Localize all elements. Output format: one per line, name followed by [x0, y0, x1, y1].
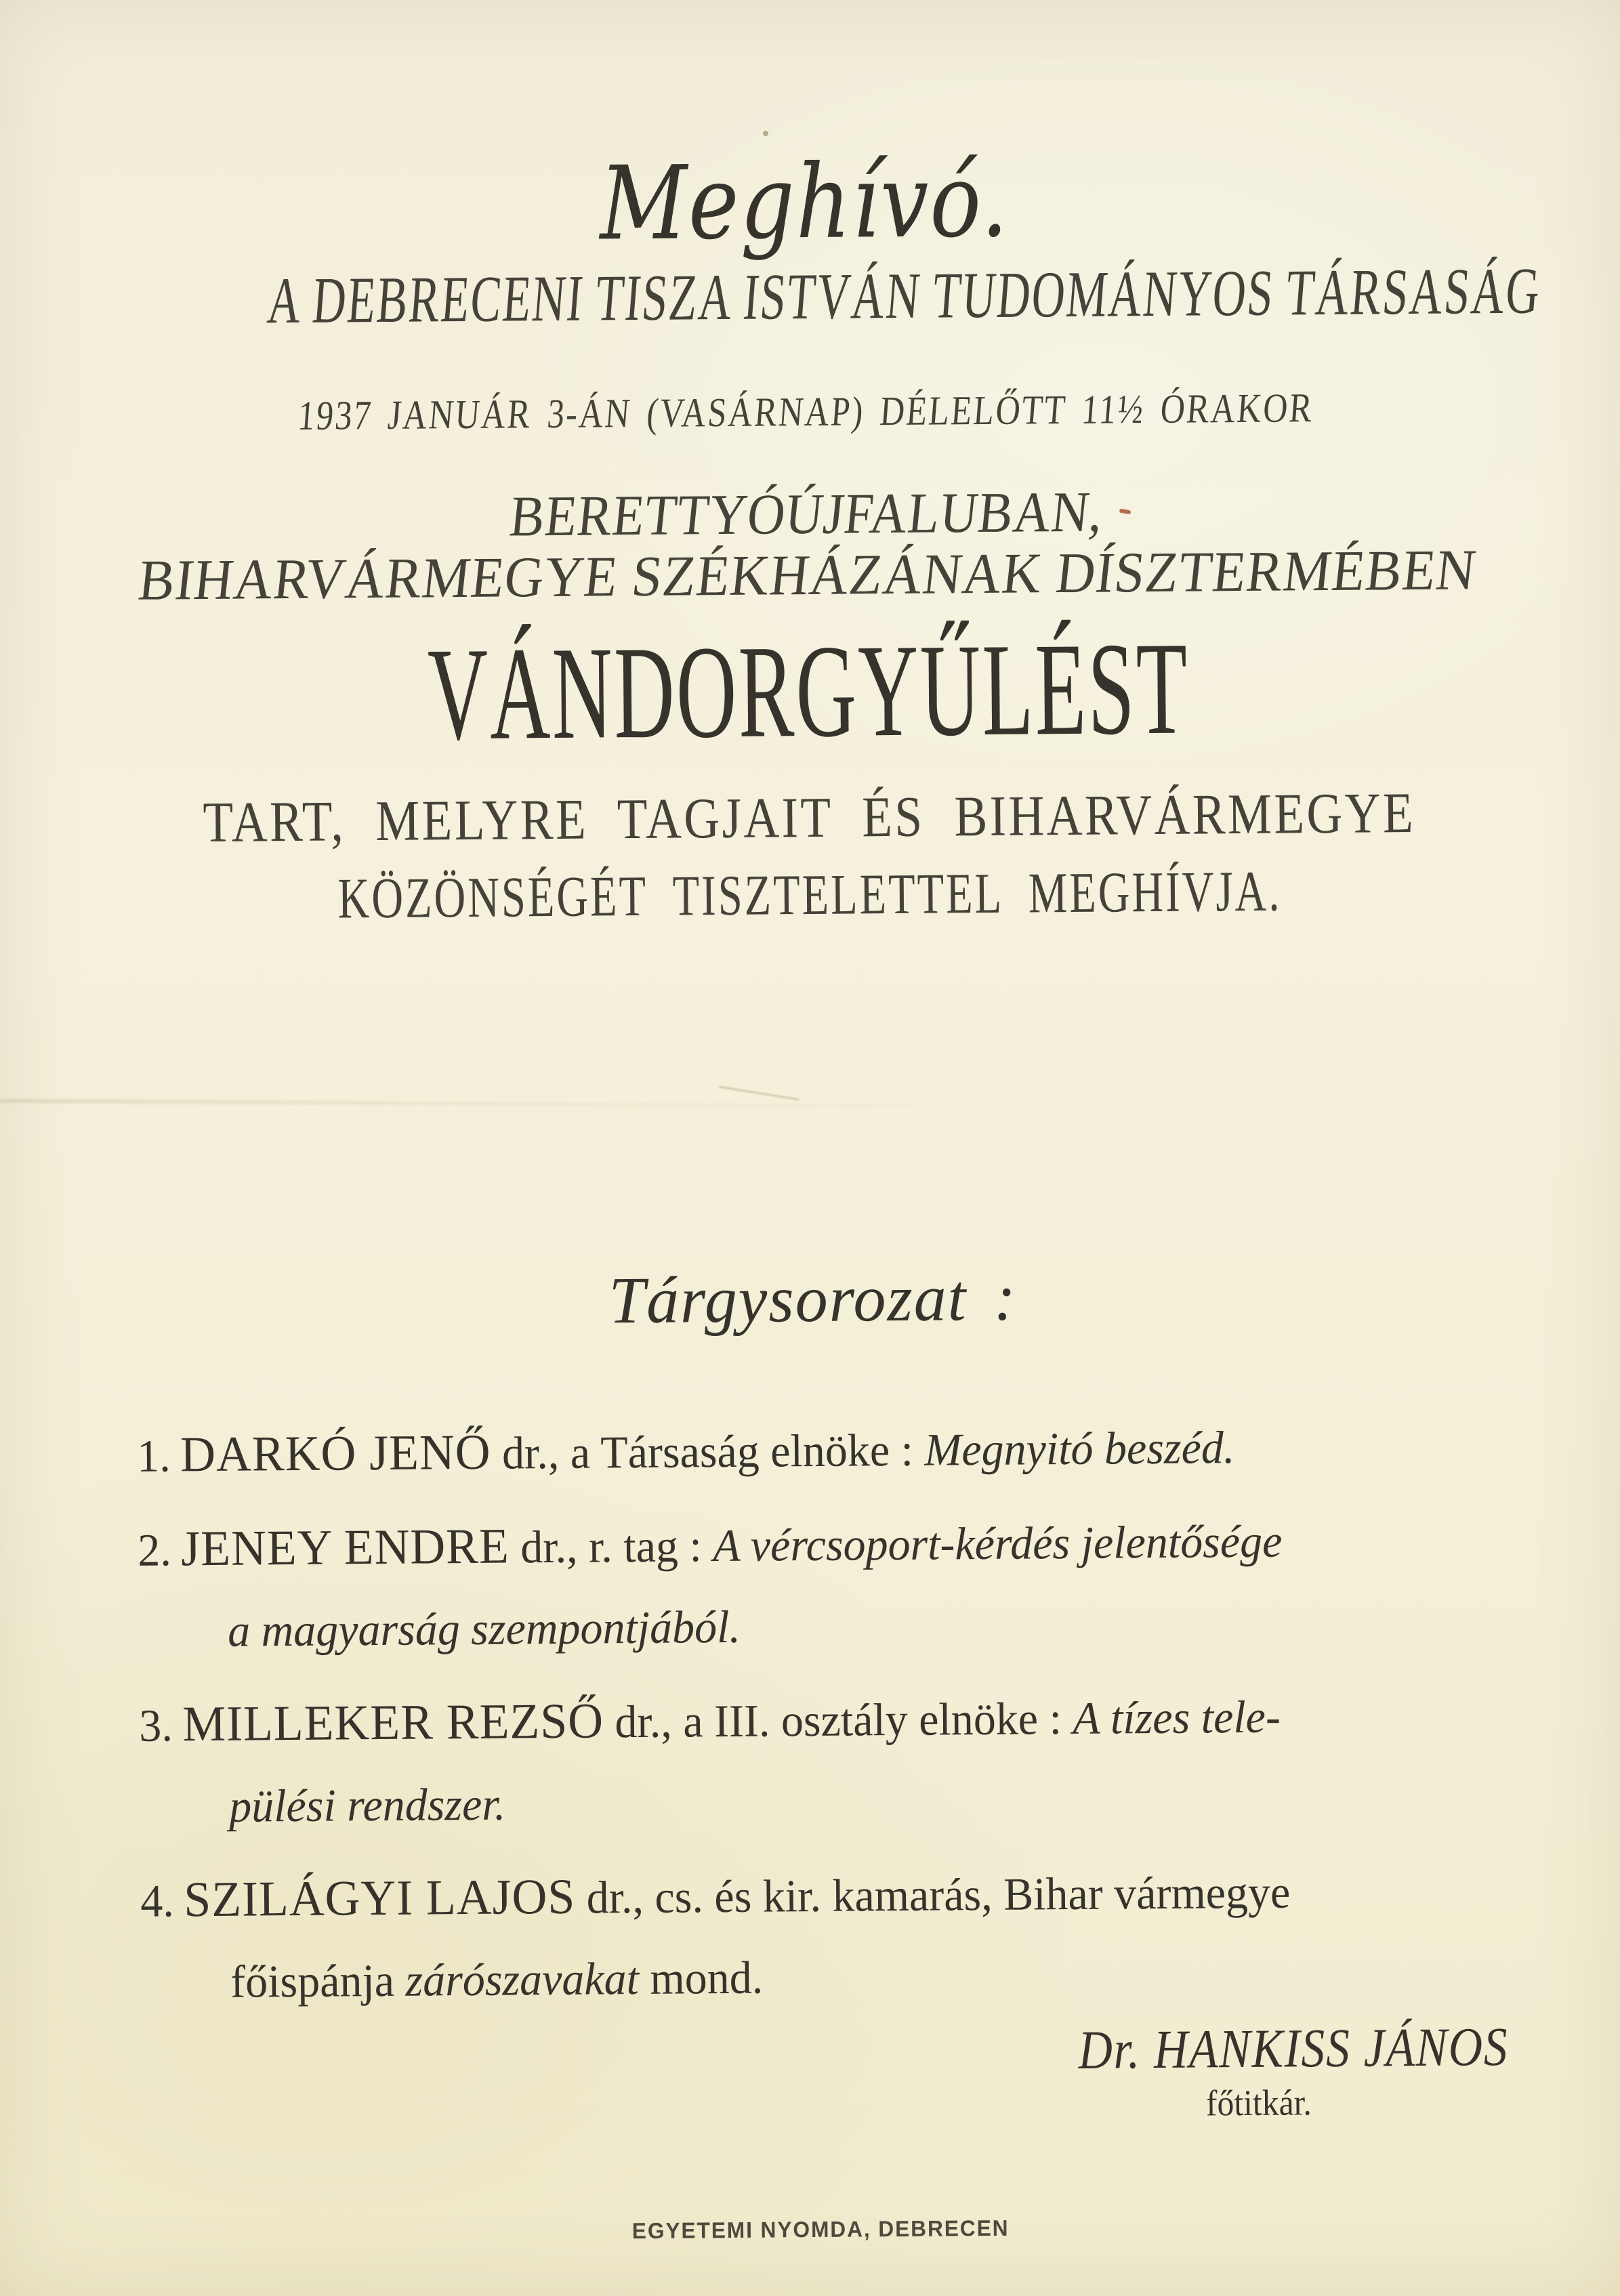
- paper-speck: [763, 131, 768, 136]
- signatory-name: Dr. HANKISS JÁNOS: [1077, 2016, 1509, 2081]
- agenda-item-number: 4.: [140, 1875, 175, 1927]
- agenda-item-first-line: [139, 1673, 1533, 1766]
- signature-block: [1008, 2015, 1509, 2127]
- page-title: [0, 138, 1615, 268]
- datetime-text: 1937 JANUÁR 3-ÁN (VASÁRNAP) DÉLELŐTT 11½ ÓRAKOR: [296, 385, 1316, 439]
- organization-text: A DEBRECENI TISZA ISTVÁN TUDOMÁNYOS TÁRSASÁG: [265, 254, 1544, 337]
- invitation-text-1: TART, MELYRE TAGJAIT ÉS BIHARVÁRMEGYE: [203, 780, 1416, 855]
- agenda-heading-text: Tárgysorozat :: [608, 1261, 1018, 1338]
- agenda-text-segment-it: A vércsoport-kérdés jelentősége: [712, 1515, 1283, 1572]
- event-title: [0, 609, 1619, 774]
- agenda-text-segment-caps: DARKÓ JENŐ: [180, 1424, 491, 1483]
- invitation-text-2: KÖZÖNSÉGÉT TISZTELETTEL MEGHÍVJA.: [337, 859, 1282, 931]
- agenda-item: [139, 1673, 1577, 1848]
- printer-imprint-text: EGYETEMI NYOMDA, DEBRECEN: [631, 2215, 1010, 2244]
- organization-line: [0, 253, 1615, 341]
- agenda-text-segment-caps: JENEY ENDRE: [180, 1518, 510, 1577]
- agenda-item-number: 1.: [136, 1429, 171, 1482]
- event-title-text: VÁNDORGYŰLÉST: [427, 614, 1190, 768]
- agenda-text-segment-it: Megnyitó beszéd.: [924, 1421, 1235, 1476]
- agenda-item-continuation-line: [141, 1931, 1535, 2023]
- agenda-text-segment-reg: dr., r. tag :: [509, 1520, 713, 1573]
- agenda-text-segment-reg: dr., a Társaság elnöke :: [491, 1423, 925, 1479]
- agenda-item-first-line: [138, 1498, 1531, 1591]
- agenda-text-segment-it: pülési rendszer.: [228, 1778, 506, 1832]
- agenda-text-segment-caps: MILLEKER REZSŐ: [182, 1693, 604, 1753]
- agenda-text-segment-reg: főispánja: [230, 1954, 406, 2007]
- agenda-text-segment-it: A tízes tele-: [1073, 1690, 1281, 1744]
- agenda-list: [137, 1403, 1578, 2035]
- agenda-text-segment-caps: SZILÁGYI LAJOS: [184, 1869, 576, 1928]
- signatory-role: főtitkár.: [1205, 2082, 1312, 2124]
- page-title-text: Meghívó.: [599, 142, 1010, 264]
- agenda-item-continuation-line: [140, 1755, 1533, 1848]
- agenda-text-segment-it: zárószavakat: [405, 1953, 640, 2006]
- location-line-2: [0, 536, 1617, 615]
- agenda-item: [138, 1497, 1575, 1672]
- printer-imprint: [10, 2211, 1620, 2249]
- location-text-1: BERETTYÓÚJFALUBAN,: [507, 480, 1107, 549]
- agenda-item-first-line: [137, 1404, 1531, 1497]
- agenda-text-segment-reg: mond.: [638, 1951, 764, 2005]
- agenda-item: [137, 1403, 1574, 1497]
- agenda-text-segment-reg: dr., cs. és kir. kamarás, Bihar vármegye: [575, 1866, 1291, 1923]
- agenda-item-first-line: [140, 1849, 1534, 1942]
- location-text-2: BIHARVÁRMEGYE SZÉKHÁZÁNAK DÍSZTERMÉBEN: [135, 538, 1480, 612]
- invitation-line-1: [0, 778, 1619, 858]
- agenda-text-segment-it: a magyarság szempontjából.: [227, 1600, 741, 1656]
- agenda-item-number: 2.: [137, 1524, 172, 1576]
- datetime-line: [0, 383, 1616, 443]
- agenda-text-segment-reg: dr., a III. osztály elnöke :: [603, 1692, 1073, 1748]
- agenda-heading: [3, 1255, 1620, 1344]
- agenda-item-number: 3.: [139, 1699, 173, 1751]
- agenda-item-continuation-line: [138, 1580, 1532, 1672]
- invitation-line-2: [0, 856, 1620, 935]
- agenda-item: [140, 1848, 1578, 2023]
